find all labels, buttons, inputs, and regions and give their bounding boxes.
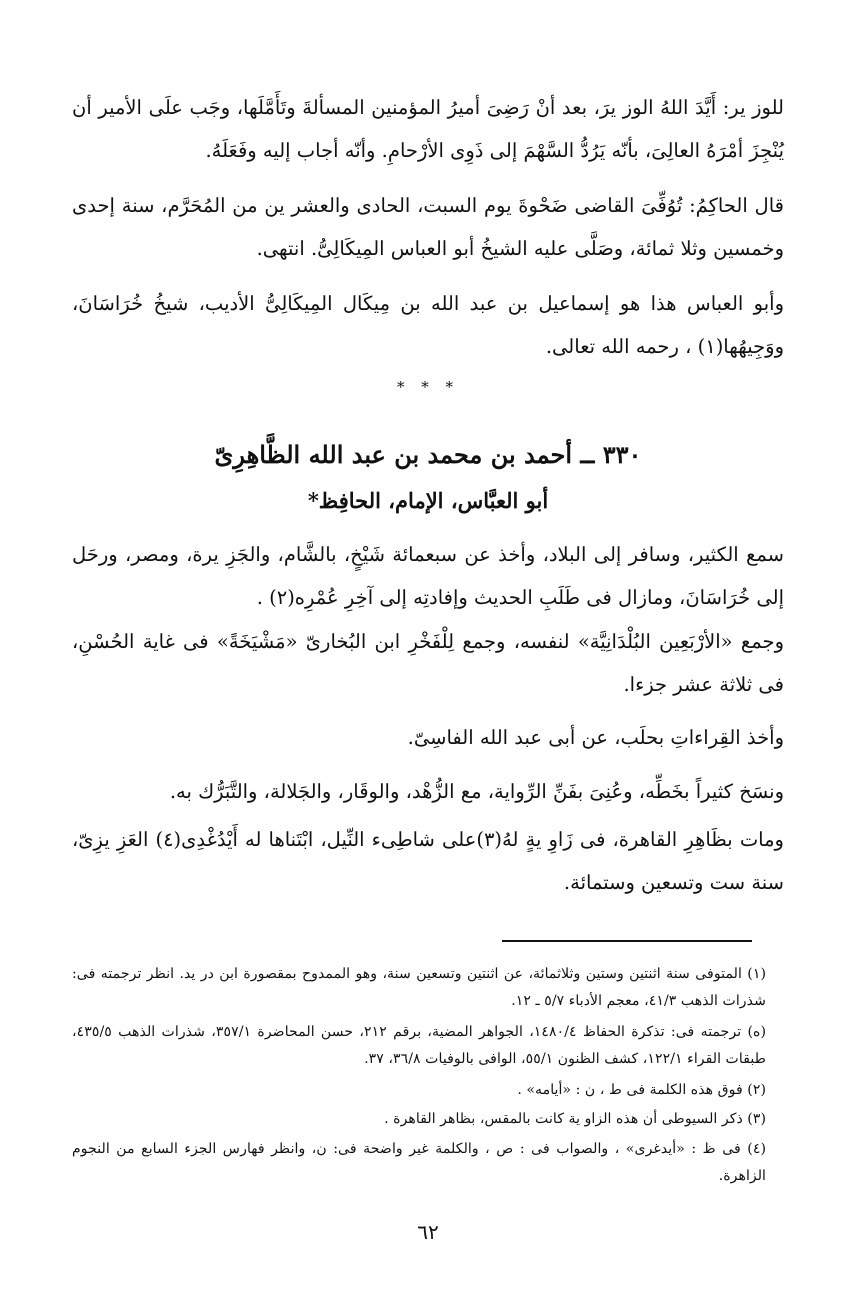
section-divider: * * *: [396, 378, 460, 396]
entry-title: ٣٣٠ ــ أحمد بن محمد بن عبد الله الظَّاهِرِىّ: [214, 440, 642, 469]
paragraph-1: للوز ير: أَيَّدَ اللهُ الوز يرَ، بعد أنْ رَضِىَ أميرُ المؤمنين المسألةَ وتَأَمَّلَها، وجَب علَى الأمير أن يُنْجِزَ أمْرَهُ العالِىَ، بأنّه يَرُدُّ السَّهْمَ إلى ذَوِى الأرْحامِ. وأنّه أجاب إليه وفَعَلَهُ.: [72, 96, 784, 162]
footnote-2: (٢) فوق هذه الكلمة فى ط ، ن : «أيامه» .: [517, 1082, 766, 1098]
paragraph-3: وأبو العباس هذا هو إسماعيل بن عبد الله بن مِيكَال المِيكَالِىُّ الأديب، شيخُ خُرَاسَانَ، ووَجِيهُها(١) ، رحمه الله تعالى.: [72, 292, 784, 358]
entry-paragraph-5-block: [72, 818, 784, 904]
entry-paragraph-3: وأخذ القِراءاتِ بحلَب، عن أبى عبد الله الفاسِىّ.: [407, 726, 784, 749]
footnote-separator: [502, 940, 752, 942]
paragraph-1-block: [72, 86, 784, 172]
entry-paragraph-2-block: [72, 620, 784, 706]
entry-paragraph-5: ومات بظَاهِرِ القاهرة، فى زَاوِ يةٍ لهُ(٣)على شاطِىء النِّيل، ابْتَناها له أَيْدُغْدِى(٤) العَزِ يزِىّ، سنة ست وتسعين وستمائة.: [72, 828, 784, 894]
footnote-4: (٤) فى ظ : «أيدغرى» ، والصواب فى : ص ، والكلمة غير واضحة فى: ن، وانظر فهارس الجزء السابع من النجوم الزاهرة.: [72, 1141, 766, 1184]
entry-paragraph-2: وجمع «الأرْبَعِين البُلْدَانِيَّة» لنفسه، وجمع لِلْفَخْرِ ابن البُخارىّ «مَشْيَخَةً» فى غاية الحُسْنِ، فى ثلاثة عشر جزءا.: [72, 630, 784, 696]
footnote-5: (ه) ترجمته فى: تذكرة الحفاظ ١٤٨٠/٤، الجواهر المضية، برقم ٢١٢، حسن المحاضرة ٣٥٧/١، شذرات الذهب ٤٣٥/٥، طبقات القراء ١٢٢/١، كشف الظنون ٥٥/١، الوافى بالوفيات ٣٦/٨، ٣٧.: [72, 1024, 767, 1067]
entry-paragraph-1: سمع الكثير، وسافر إلى البلاد، وأخذ عن سبعمائة شَيْخٍ، بالشَّام، والجَزِ يرة، ومصر، ورحَل إلى خُرَاسَانَ، ومازال فى طَلَبِ الحديث وإفادتِه إلى آخِرِ عُمْرِه(٢) .: [72, 543, 784, 609]
entry-paragraph-1-block: [72, 533, 784, 619]
paragraph-3-block: [72, 282, 784, 368]
entry-paragraph-4: ونسَخ كثيراً بخَطِّه، وعُنِىَ بفَنِّ الرِّواية، مع الزُّهْد، والوقَار، والجَلالة، والتَّبَرُّك به.: [169, 780, 784, 803]
entry-subtitle: أبو العبَّاس، الإمام، الحافِظ*: [307, 488, 549, 513]
paragraph-2: قال الحاكِمُ: تُوُفِّىَ القاضى ضَحْوةَ يوم السبت، الحادى والعشر ين من المُحَرَّم، سنة إحدى وخمسين وثلا ثمائة، وصَلَّى عليه الشيخُ أبو العباس المِيكَالِىُّ. انتهى.: [72, 194, 784, 260]
paragraph-2-block: [72, 184, 784, 270]
entry-paragraph-4-block: [72, 770, 784, 813]
footnote-3: (٣) ذكر السيوطى أن هذه الزاو ية كانت بالمقس، بظاهر القاهرة .: [384, 1111, 766, 1127]
page-number: ٦٢: [417, 1220, 439, 1244]
footnote-1: (١) المتوفى سنة اثنتين وستين وثلاثمائة، عن اثنتين وتسعين سنة، وهو الممدوح بمقصورة ابن در يد. انظر ترجمته فى: شذرات الذهب ٤١/٣، معجم الأدباء ٥/٧ ـ ١٢.: [72, 966, 766, 1009]
entry-paragraph-3-block: [72, 716, 784, 759]
